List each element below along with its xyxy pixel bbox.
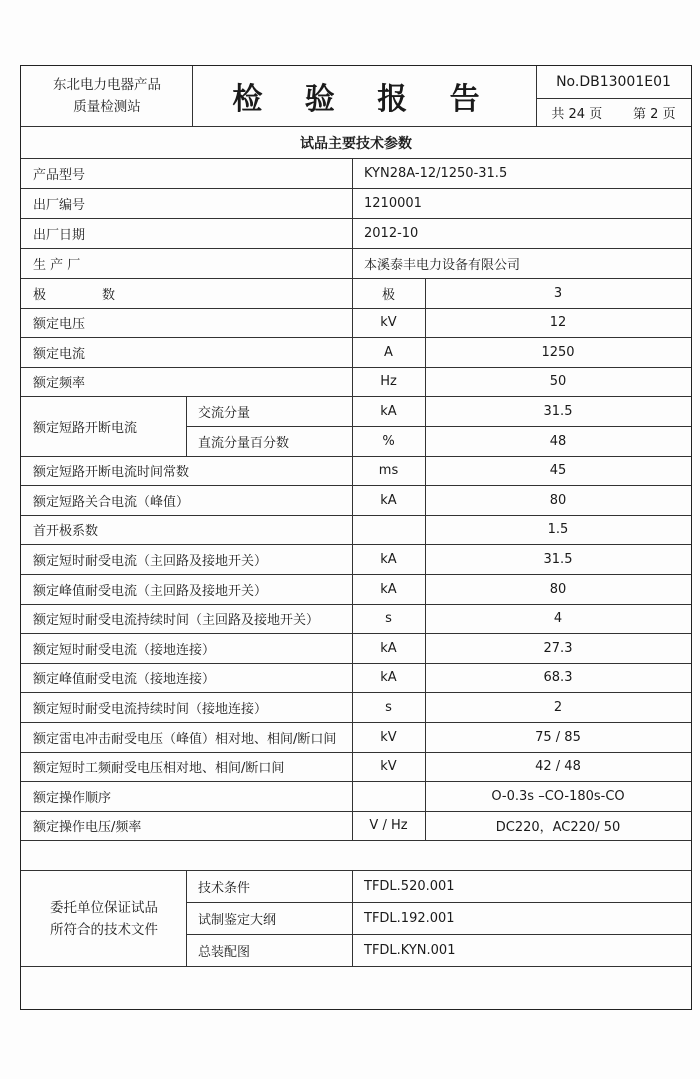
grid-line-v <box>192 66 193 126</box>
info-value: KYN28A-12/1250-31.5 <box>364 165 508 181</box>
param-label: 额定短时耐受电流（主回路及接地开关） <box>33 553 268 569</box>
param-unit: kV <box>380 759 397 774</box>
param-unit: kV <box>380 315 397 330</box>
param-value: 31.5 <box>543 551 573 567</box>
param-sublabel: 交流分量 <box>198 405 251 421</box>
grid-line-h <box>21 367 691 368</box>
grid-line-h <box>21 485 691 486</box>
page-current: 第 2 页 <box>633 106 676 122</box>
param-unit: kA <box>380 403 397 419</box>
grid-line-h <box>21 840 691 841</box>
param-unit: Hz <box>380 374 397 389</box>
grid-line-h <box>21 722 691 723</box>
grid-line-h <box>21 544 691 545</box>
grid-line-h <box>536 98 691 99</box>
grid-line-h <box>186 902 691 903</box>
param-unit <box>352 781 425 811</box>
report-number: No.DB13001E01 <box>556 74 671 90</box>
grid-line-h <box>21 574 691 575</box>
grid-line-v <box>352 278 353 840</box>
info-value: 2012-10 <box>364 225 419 241</box>
info-label: 生 产 厂 <box>33 257 81 273</box>
param-value: 31.5 <box>543 403 573 419</box>
doc-code: TFDL.520.001 <box>364 878 455 894</box>
issuer-org-line2: 质量检测站 <box>73 99 141 115</box>
report-title: 检 验 报 告 <box>232 82 496 117</box>
param-value: 75 / 85 <box>535 729 581 745</box>
param-label: 额定短时工频耐受电压相对地、相间/断口间 <box>33 761 285 776</box>
param-unit: A <box>384 344 393 360</box>
doc-name: 技术条件 <box>198 880 251 896</box>
info-label: 产品型号 <box>33 167 86 183</box>
param-value: 2 <box>553 699 563 715</box>
param-label: 极 数 <box>33 287 126 303</box>
grid-line-h <box>186 934 691 935</box>
grid-line-h <box>21 308 691 309</box>
grid-line-h <box>21 396 691 397</box>
grid-line-h <box>21 456 691 457</box>
grid-line-h <box>21 337 691 338</box>
grid-line-v <box>352 870 353 966</box>
param-value: 48 <box>549 433 567 449</box>
param-label: 额定电压 <box>33 317 86 332</box>
grid-line-h <box>21 633 691 634</box>
param-label: 额定雷电冲击耐受电压（峰值）相对地、相间/断口间 <box>33 731 337 747</box>
doc-code: TFDL.192.001 <box>364 910 455 926</box>
issuer-org-line1: 东北电力电器产品 <box>53 77 161 93</box>
param-unit: s <box>385 699 392 715</box>
param-unit: kV <box>380 729 397 745</box>
grid-line-v <box>425 278 426 840</box>
param-value: 42 / 48 <box>535 759 581 774</box>
grid-line-h <box>21 515 691 516</box>
page-count <box>536 98 691 126</box>
info-label: 出厂编号 <box>33 197 86 213</box>
param-value: 80 <box>549 492 567 508</box>
param-value: 27.3 <box>543 640 573 656</box>
param-label: 额定短路开断电流时间常数 <box>33 465 190 480</box>
docs-label-line1: 委托单位保证试品 <box>50 899 158 916</box>
grid-line-h <box>21 752 691 753</box>
param-label: 额定操作顺序 <box>33 790 112 806</box>
param-label: 额定频率 <box>33 376 86 391</box>
grid-line-h <box>21 188 691 189</box>
param-label: 首开极系数 <box>33 524 99 539</box>
param-unit: kA <box>380 670 397 685</box>
param-label: 额定短时耐受电流（接地连接） <box>33 642 216 658</box>
param-value: 68.3 <box>543 670 573 685</box>
grid-line-h <box>21 966 691 967</box>
grid-line-h <box>21 870 691 871</box>
grid-line-h <box>21 811 691 812</box>
doc-code: TFDL.KYN.001 <box>364 942 456 958</box>
param-unit: kA <box>380 492 397 508</box>
issuer-org <box>22 66 192 126</box>
docs-label <box>22 871 186 966</box>
param-unit: V / Hz <box>369 818 408 833</box>
param-unit: 极 <box>381 287 395 303</box>
param-label: 额定电流 <box>33 346 86 362</box>
param-unit: kA <box>380 551 397 567</box>
param-value: 4 <box>553 611 563 626</box>
grid-line-h <box>21 663 691 664</box>
grid-line-h <box>21 604 691 605</box>
param-value: 12 <box>549 315 567 330</box>
param-value: 1.5 <box>547 522 569 537</box>
param-label: 额定操作电压/频率 <box>33 820 142 835</box>
grid-line-v <box>186 396 187 456</box>
param-unit <box>352 515 425 544</box>
info-value: 1210001 <box>364 195 422 211</box>
param-value: 45 <box>549 463 567 478</box>
grid-line-v <box>536 66 537 126</box>
param-unit: ms <box>378 463 399 478</box>
doc-name: 试制鉴定大纲 <box>198 912 277 928</box>
doc-name: 总装配图 <box>198 944 251 960</box>
grid-line-v <box>352 158 353 278</box>
param-unit: kA <box>380 581 397 597</box>
section-title: 试品主要技术参数 <box>300 136 412 152</box>
param-sublabel: 直流分量百分数 <box>198 435 290 451</box>
grid-line-v <box>186 870 187 966</box>
param-label: 额定峰值耐受电流（主回路及接地开关） <box>33 583 268 599</box>
grid-line-h <box>21 248 691 249</box>
param-label: 额定短路关合电流（峰值） <box>33 494 190 510</box>
param-label: 额定短路开断电流 <box>33 420 138 436</box>
param-unit: s <box>385 611 392 626</box>
param-value: 1250 <box>541 344 575 360</box>
grid-line-h <box>186 426 691 427</box>
grid-line-h <box>21 158 691 159</box>
param-value: 50 <box>549 374 567 389</box>
param-label: 额定短时耐受电流持续时间（主回路及接地开关） <box>33 613 320 628</box>
grid-line-h <box>21 781 691 782</box>
param-value: 3 <box>553 285 563 301</box>
param-label: 额定短时耐受电流持续时间（接地连接） <box>33 701 268 717</box>
grid-line-h <box>21 126 691 127</box>
grid-line-h <box>21 218 691 219</box>
param-label: 额定峰值耐受电流（接地连接） <box>33 672 216 687</box>
grid-line-h <box>21 278 691 279</box>
param-value: 80 <box>549 581 567 597</box>
info-value: 本溪泰丰电力设备有限公司 <box>364 257 521 273</box>
pages-total: 共 24 页 <box>551 106 603 122</box>
docs-label-line2: 所符合的技术文件 <box>50 921 158 938</box>
param-unit: kA <box>380 640 397 656</box>
param-value: DC220，AC220/ 50 <box>495 820 621 835</box>
grid-line-h <box>21 692 691 693</box>
param-unit: % <box>382 433 395 449</box>
param-value: O-0.3s –CO-180s-CO <box>491 788 625 804</box>
info-label: 出厂日期 <box>33 227 86 243</box>
